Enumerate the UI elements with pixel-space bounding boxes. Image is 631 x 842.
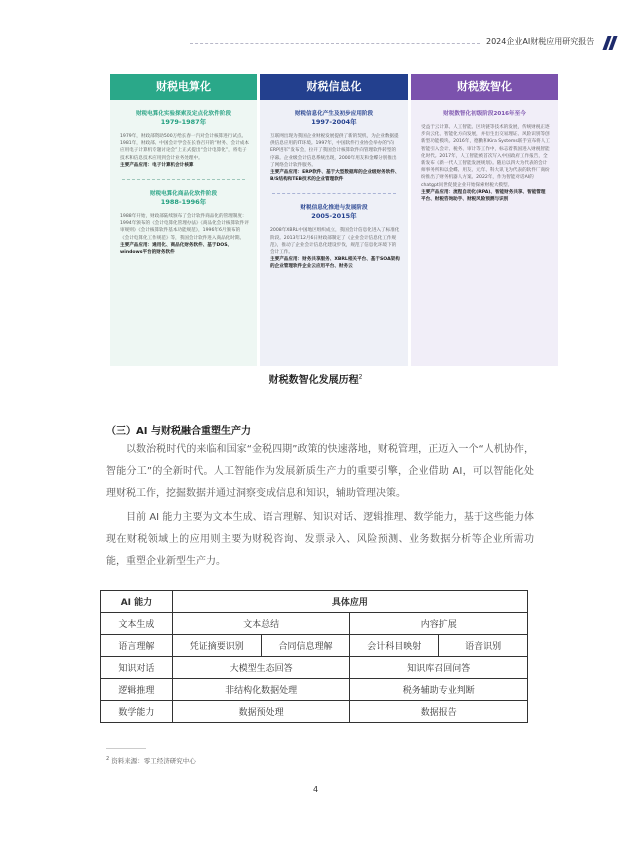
application-cell: 合同信息理解 — [261, 635, 350, 657]
table-header-row — [101, 591, 528, 613]
stage-period: 2005-2015年 — [311, 212, 357, 221]
table-row — [101, 679, 528, 701]
stage-product: 主要产品应用：财务共享服务、XBRL相关平台、基于SOA架构的企业管理软件企业云应用平台、财务云 — [270, 257, 400, 270]
application-cell: 语音识别 — [439, 635, 528, 657]
application-cell: 税务辅助专业判断 — [350, 679, 528, 701]
caption-footnote-ref: 2 — [358, 373, 363, 381]
stage-product: 主要产品应用：流程自动化(RPA)、智能财务共享、智能管理平台、财税咨询助手、财税风险预测与识别 — [421, 189, 546, 203]
figure-caption — [0, 371, 631, 386]
ai-capability-table — [100, 590, 528, 723]
stage-product: 主要产品应用：电子计算机会计核算 — [120, 162, 194, 168]
development-timeline — [110, 74, 558, 366]
stage-name: 财税信息化推进与发展阶段 — [300, 205, 368, 212]
body-paragraph-1 — [106, 439, 534, 505]
stage-period: 1997-2004年 — [311, 118, 357, 126]
stage-name: 财税电算化商品化软件阶段 — [149, 191, 218, 198]
timeline-column-digital-intelligence — [411, 74, 558, 366]
footnote-rule — [106, 748, 146, 749]
page-header — [190, 36, 631, 50]
application-cell: 非结构化数据处理 — [172, 679, 350, 701]
caption-text: 财税数智化发展历程 — [268, 375, 359, 386]
column-title: 财税数智化 — [411, 74, 558, 100]
ability-cell: 文本生成 — [101, 613, 173, 635]
application-cell: 大模型生态回答 — [172, 657, 350, 679]
application-cell: 文本总结 — [172, 613, 350, 635]
stage-period: 1979-1987年 — [160, 118, 207, 126]
ability-cell: 知识对话 — [101, 657, 173, 679]
stage-text: 1979年，财政部资助500万给长春一汽对会计核算进行试点。1981年，财政部、中国会计学会在长春召开的“财务、会计成本应用电子计算机专题讨论会”上正式提出“会计电算化”，将电子技术和信息技术应用到会计业务处理中。 — [120, 134, 249, 161]
footnote-number: 2 — [106, 756, 110, 762]
header-slash-mark-icon — [605, 36, 617, 50]
footnote-text: 资料来源：零工经济研究中心 — [111, 757, 196, 766]
table-header-ability: AI 能力 — [101, 591, 173, 613]
stage-divider — [122, 179, 245, 180]
body-paragraph-2 — [106, 507, 534, 573]
table-row — [101, 613, 528, 635]
stage-product: 主要产品应用：通用化、商品化财务软件、基于DOS、windows平台的财务软件 — [120, 242, 233, 256]
paragraph-text: 以数治税时代的来临和国家“金税四期”政策的快速落地，财税管理，正迈入一个“人机协作，智能分工”的全新时代。人工智能作为发展新质生产力的重要引擎，企业借助 AI，可以智能化处理财税工作，挖掘数据并通过洞察变成信息和知识，辅助管理决策。 — [106, 444, 534, 499]
section-title: （三）AI 与财税融合重塑生产力 — [106, 426, 251, 437]
application-cell: 数据预处理 — [172, 701, 350, 723]
table-row — [101, 657, 528, 679]
stage-text: 2008年XBRL中国地区组织成立，我国会计信息化进入了标准化阶段。2013年12月6日财政部制定了《企业会计信息化工作规范》，推动了企业会计信息化建设步伐，规范了信息化环境下的会计工作。 — [270, 228, 400, 256]
stage-name: 财税电算化实验探索及定点化软件阶段 — [135, 111, 232, 117]
footnote — [106, 756, 196, 765]
table-header-applications: 具体应用 — [172, 591, 527, 613]
timeline-column-computerization — [110, 74, 257, 366]
page-number: 4 — [312, 785, 319, 794]
stage-period: 1988-1996年 — [160, 198, 207, 207]
application-cell: 数据报告 — [350, 701, 528, 723]
header-title: 2024企业AI财税应用研究报告 — [486, 37, 595, 46]
application-cell: 会计科目映射 — [350, 635, 439, 657]
ability-cell: 数学能力 — [101, 701, 173, 723]
header-dashed-line — [190, 43, 480, 44]
stage-name: 财税信息化产生及初步应用阶段 — [294, 111, 374, 117]
paragraph-text: 目前 AI 能力主要为文本生成、语言理解、知识对话、逻辑推理、数学能力，基于这些能力体现在财税领域上的应用则主要为财税咨询、发票录入、风险预测、业务数据分析等企业所需功能，重塑企业新型生产力。 — [106, 512, 534, 567]
column-title: 财税电算化 — [110, 74, 257, 100]
stage-text: 受益于云计算、人工智能、区块链等技术的发展，传统财税正逐步向云化、智能化方向发展，并衍生出交易理证、风险识别等创新型功能模块。2016年，德勤和Kira Systems联手宣布将人工智能引入会计、税务、审计等工作中，标志着我国进入财税智能化时代。2017年，人工智能被首次写入中国政府工作报告，全新发布《新一代人工智能发展规划》。随后以四大为代表的会计师事务所和以金蝶、用友、元年、科大讯飞为代表的软件厂商纷纷推出了财务机器人方案。2022年，作为智能对话AI的chatgpt问世促使企业开始探索财税大模型。 — [421, 125, 550, 188]
application-cell: 知识库召回问答 — [350, 657, 528, 679]
table-row — [101, 635, 528, 657]
timeline-column-informatization — [260, 74, 408, 366]
table-row — [101, 701, 528, 723]
ability-cell: 逻辑推理 — [101, 679, 173, 701]
stage-name: 财税数智化初级阶段2016年至今 — [443, 111, 526, 117]
ability-cell: 语言理解 — [101, 635, 173, 657]
stage-text: 互联网出现为我国企业财税发展提供了新的契机，为企业数据提供信息应用的IT环境。1997年，中国软件行业协会举办的“向ERP进军”发布会，拉开了我国会计核算软件向管理软件转型的序幕。企业级会计信息系统出现，2000年用友和金蝶分别推出了网络会计软件服务。 — [270, 134, 399, 168]
application-cell: 内容扩展 — [350, 613, 528, 635]
stage-divider — [272, 193, 396, 194]
stage-product: 主要产品应用：ERP软件、基于大型数据库的企业级财务软件、B/S结构和TEB技术的企业管理软件 — [270, 170, 400, 183]
column-title: 财税信息化 — [260, 74, 408, 100]
application-cell: 凭证摘要识别 — [172, 635, 261, 657]
stage-text: 1988年开始，财政部陆续颁布了会计软件商品化的管理制度：1994年颁布的《会计电算化管理办法》《商品化会计核算软件评审规则》《会计核算软件基本功能规范》，1996年6月颁布的《会计电算化工作规范》等，我国会计软件进入商品化时期。 — [120, 214, 249, 241]
